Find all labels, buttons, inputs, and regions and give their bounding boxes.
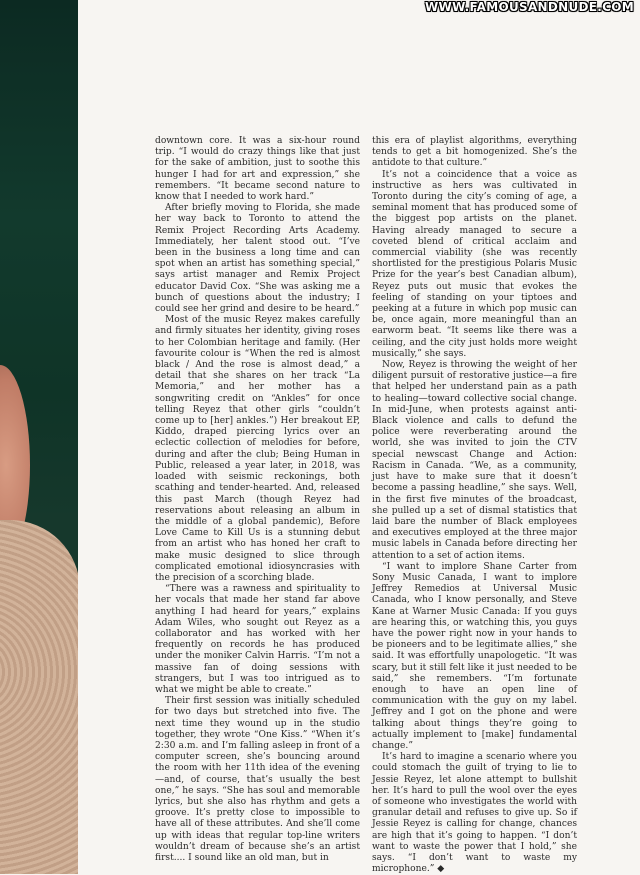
paragraph: Now, Reyez is throwing the weight of her diligent pursuit of restorative justice—a fire that helped her understand pain as a path to healing—toward collective social change. In mid-June, when protests against anti-Black violence and calls to defund the police were reverberating around the world, she was invited to join the CTV special newscast Change and Action: Racism in Canada. “We, as a community, just have to make sure that it doesn’t become a passing headline,” she says. Well, in the first five minutes of the broadcast, she pulled up a set of dismal statistics that laid bare the number of Black employees and executives employed at the three major music labels in Canada before directing her attention to a set of action items. <box>372 360 577 561</box>
paragraph: After briefly moving to Florida, she made her way back to Toronto to attend the Remix Project Recording Arts Academy. Immediately, her talent stood out. “I’ve been in the business a long time and can spot when an artist has something special,” says artist manager and Remix Project educator David Cox. “She was asking me a bunch of questions about the industry; I could see her grind and desire to be heard.” <box>155 203 360 315</box>
article-right-column <box>372 136 577 875</box>
paragraph: “I want to implore Shane Carter from Sony Music Canada, I want to implore Jeffrey Remedios at Universal Music Canada, who I know personally, and Steve Kane at Warner Music Canada: If you guys are hearing this, or watching this, you guys have the power right now in your hands to be pioneers and to be legitimate allies,” she said. It was effortfully unapologetic. “It was scary, but it still felt like it just needed to be said,” she remembers. “I’m fortunate enough to have an open line of communication with the guy on my label. Jeffrey and I got on the phone and were talking about things they’re going to actually implement to [make] fundamental change.” <box>372 561 577 751</box>
paragraph: Most of the music Reyez makes carefully and firmly situates her identity, giving roses to her Colombian heritage and family. (Her favourite colour is “When the red is almost black / And the rose is almost dead,” a detail that she shares on her track “La Memoria,” and her mother has a songwriting credit on “Ankles” for once telling Reyez that other girls “couldn’t come up to [her] ankles.”) Her breakout EP, Kiddo, draped piercing lyrics over an eclectic collection of melodies for before, during and after the club; Being Human in Public, released a year later, in 2018, was loaded with seismic reckonings, both scathing and tender-hearted. And, released this past March (though Reyez had reservations about releasing an album in the middle of a global pandemic), Before Love Came to Kill Us is a stunning debut from an artist who has honed her craft to make music designed to slice through complicated emotional idiosyncrasies with the precision of a scorching blade. <box>155 315 360 583</box>
paragraph: It’s not a coincidence that a voice as instructive as hers was cultivated in Toronto during the city’s coming of age, a seminal moment that has produced some of the biggest pop artists on the planet. Having already managed to secure a coveted blend of critical acclaim and commercial viability (she was recently shortlisted for the prestigious Polaris Music Prize for the year’s best Canadian album), Reyez puts out music that evokes the feeling of standing on your tiptoes and peeking at a future in which pop music can be, once again, more meaningful than an earworm beat. “It seems like there was a ceiling, and the city just holds more weight musically,” she says. <box>372 169 577 359</box>
article-left-column <box>155 136 360 875</box>
article-body <box>155 136 577 875</box>
paragraph: It’s hard to imagine a scenario where you could stomach the guilt of trying to lie to Jessie Reyez, let alone attempt to bullshit her. It’s hard to pull the wool over the eyes of someone who investigates the world with granular detail and refuses to give up. So if Jessie Reyez is calling for change, chances are high that it’s going to happen. “I don’t want to waste the power that I hold,” she says. “I don’t want to waste my microphone.” ◆ <box>372 752 577 875</box>
paragraph: this era of playlist algorithms, everything tends to get a bit homogenized. She’s the antidote to that culture.” <box>372 136 577 169</box>
watermark: WWW.FAMOUSANDNUDE.COM <box>425 0 634 14</box>
photo-sweater <box>0 520 78 874</box>
paragraph: downtown core. It was a six-hour round trip. “I would do crazy things like that just for the sake of ambition, just to soothe this hunger I had for art and expression,” she remembers. “It became second nature to know that I needed to work hard.” <box>155 136 360 203</box>
paragraph: Their first session was initially scheduled for two days but stretched into five. The next time they wound up in the studio together, they wrote “One Kiss.” “When it’s 2:30 a.m. and I’m falling asleep in front of a computer screen, she’s bouncing around the room with her 11th idea of the evening—and, of course, that’s usually the best one,” he says. “She has soul and memorable lyrics, but she also has rhythm and gets a groove. It’s pretty close to impossible to have all of these attributes. And she’ll come up with ideas that regular top-line writers wouldn’t dream of because she’s an artist first.... I sound like an old man, but in <box>155 696 360 863</box>
paragraph: “There was a rawness and spirituality to her vocals that made her stand far above anything I had heard for years,” explains Adam Wiles, who sought out Reyez as a collaborator and has worked with her frequently on records he has produced under the moniker Calvin Harris. “I’m not a massive fan of doing sessions with strangers, but I was too intrigued as to what we might be able to create.” <box>155 584 360 695</box>
cover-photo-strip <box>0 0 78 874</box>
